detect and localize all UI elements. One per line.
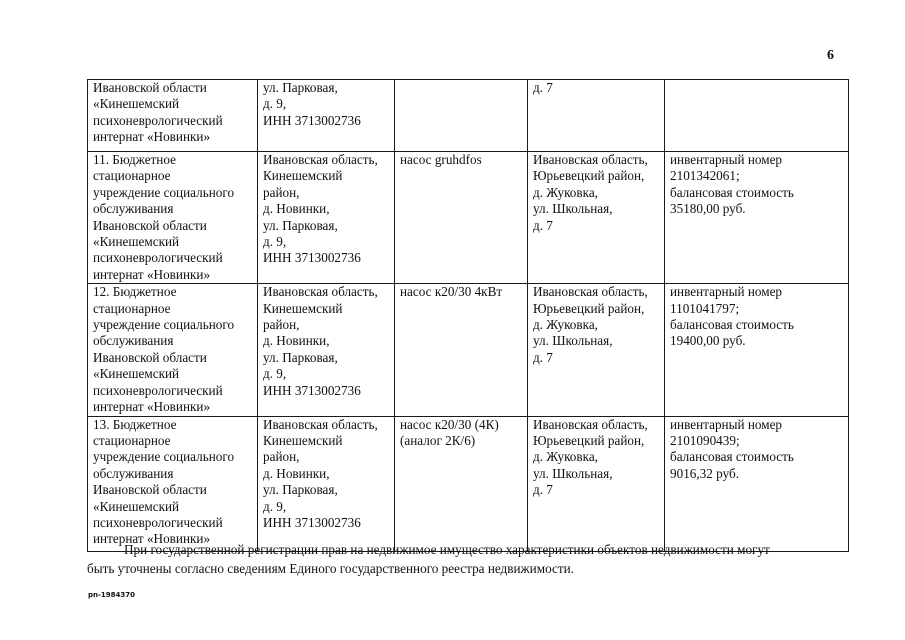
asset-transfer-table: [87, 79, 849, 552]
cell-line: Ивановская область,: [533, 284, 648, 300]
table-row: [88, 152, 849, 284]
cell-line: стационарное: [93, 300, 171, 316]
cell-owner: [88, 284, 258, 416]
cell-line: Кинешемский: [263, 300, 343, 316]
cell-line: д. 7: [533, 349, 553, 365]
table-row: [88, 416, 849, 551]
cell-asset: [395, 284, 528, 416]
cell-line: психоневрологический: [93, 514, 223, 530]
cell-line: 19400,00 руб.: [670, 333, 746, 349]
cell-details: [665, 80, 849, 152]
footer-note-line-1: При государственной регистрации прав на недвижимое имущество характеристики объектов недвижимости могут: [124, 542, 770, 557]
cell-line: насос gruhdfos: [400, 152, 482, 167]
cell-line: ул. Парковая,: [263, 80, 338, 95]
table-row: [88, 80, 849, 152]
cell-line: Юрьевецкий район,: [533, 168, 645, 184]
cell-line: д. 7: [533, 482, 553, 498]
table-row: [88, 284, 849, 416]
cell-details: [665, 416, 849, 551]
cell-line: учреждение социального: [93, 184, 235, 200]
cell-details: [665, 284, 849, 416]
cell-line: Кинешемский: [263, 432, 343, 448]
cell-location: [528, 152, 665, 284]
cell-line: ул. Школьная,: [533, 465, 613, 481]
cell-owner: [88, 80, 258, 152]
cell-line: психоневрологический: [93, 382, 223, 398]
cell-line: насос к20/30 4кВт: [400, 284, 503, 300]
cell-line: «Кинешемский: [93, 96, 180, 112]
document-code: pn-1984370: [88, 591, 135, 599]
cell-line: д. 9,: [263, 96, 287, 112]
footer-note: [87, 540, 852, 578]
cell-line: ИНН 3713002736: [263, 250, 361, 266]
cell-line: (аналог 2К/6): [400, 432, 476, 448]
cell-line: насос к20/30 (4К): [400, 416, 499, 432]
cell-line: обслуживания: [93, 333, 174, 349]
cell-line: психоневрологический: [93, 112, 223, 128]
cell-location: [528, 80, 665, 152]
cell-line: ИНН 3713002736: [263, 382, 361, 398]
cell-line: д. Жуковка,: [533, 449, 598, 465]
cell-location: [528, 284, 665, 416]
cell-line: Ивановской области: [93, 217, 207, 233]
cell-owner-address: [258, 80, 395, 152]
cell-line: д. Жуковка,: [533, 317, 598, 333]
cell-line: 9016,32 руб.: [670, 465, 740, 481]
cell-line: инвентарный номер: [670, 152, 783, 167]
cell-owner-address: [258, 152, 395, 284]
cell-location: [528, 416, 665, 551]
cell-line: 11. Бюджетное: [93, 152, 176, 167]
cell-line: ул. Школьная,: [533, 333, 613, 349]
cell-line: д. Новинки,: [263, 201, 330, 217]
cell-line: Ивановская область,: [533, 152, 648, 167]
cell-line: ИНН 3713002736: [263, 514, 361, 530]
cell-line: обслуживания: [93, 465, 174, 481]
cell-line: Ивановская область,: [263, 152, 378, 167]
cell-line: учреждение социального: [93, 449, 235, 465]
cell-line: балансовая стоимость: [670, 184, 794, 200]
cell-line: «Кинешемский: [93, 234, 180, 250]
cell-line: д. 9,: [263, 498, 287, 514]
cell-line: Ивановской области: [93, 80, 207, 95]
cell-line: Кинешемский: [263, 168, 343, 184]
cell-line: район,: [263, 449, 300, 465]
cell-line: д. 7: [533, 217, 553, 233]
cell-owner-address: [258, 416, 395, 551]
cell-asset: [395, 152, 528, 284]
table-body: [88, 80, 849, 552]
cell-owner-address: [258, 284, 395, 416]
cell-line: район,: [263, 184, 300, 200]
cell-line: интернат «Новинки»: [93, 399, 211, 415]
cell-line: ул. Парковая,: [263, 349, 338, 365]
cell-line: д. Новинки,: [263, 333, 330, 349]
cell-details: [665, 152, 849, 284]
cell-line: психоневрологический: [93, 250, 223, 266]
cell-line: район,: [263, 317, 300, 333]
cell-line: интернат «Новинки»: [93, 129, 211, 145]
cell-line: учреждение социального: [93, 317, 235, 333]
cell-line: балансовая стоимость: [670, 317, 794, 333]
page-number: 6: [827, 48, 834, 63]
cell-line: стационарное: [93, 168, 171, 184]
cell-line: д. 9,: [263, 366, 287, 382]
cell-line: инвентарный номер: [670, 284, 783, 300]
cell-asset: [395, 416, 528, 551]
cell-line: Ивановская область,: [263, 284, 378, 300]
cell-line: 1101041797;: [670, 300, 740, 316]
cell-line: 13. Бюджетное: [93, 416, 177, 432]
cell-owner: [88, 416, 258, 551]
cell-line: д. Новинки,: [263, 465, 330, 481]
cell-line: ул. Школьная,: [533, 201, 613, 217]
cell-line: д. Жуковка,: [533, 184, 598, 200]
cell-line: «Кинешемский: [93, 366, 180, 382]
cell-line: д. 9,: [263, 234, 287, 250]
cell-line: 12. Бюджетное: [93, 284, 177, 300]
cell-line: интернат «Новинки»: [93, 531, 211, 547]
cell-owner: [88, 152, 258, 284]
cell-line: ул. Парковая,: [263, 482, 338, 498]
cell-line: инвентарный номер: [670, 416, 783, 432]
cell-line: Ивановской области: [93, 349, 207, 365]
cell-line: 35180,00 руб.: [670, 201, 746, 217]
cell-line: д. 7: [533, 80, 553, 95]
cell-line: ул. Парковая,: [263, 217, 338, 233]
cell-line: балансовая стоимость: [670, 449, 794, 465]
cell-line: Юрьевецкий район,: [533, 300, 645, 316]
cell-line: Юрьевецкий район,: [533, 432, 645, 448]
cell-line: 2101090439;: [670, 432, 740, 448]
cell-line: ИНН 3713002736: [263, 112, 361, 128]
cell-line: стационарное: [93, 432, 171, 448]
cell-line: интернат «Новинки»: [93, 266, 211, 282]
cell-line: Ивановская область,: [533, 416, 648, 432]
cell-line: 2101342061;: [670, 168, 740, 184]
cell-line: обслуживания: [93, 201, 174, 217]
cell-line: «Кинешемский: [93, 498, 180, 514]
cell-asset: [395, 80, 528, 152]
cell-line: Ивановской области: [93, 482, 207, 498]
footer-note-line-2: быть уточнены согласно сведениям Единого государственного реестра недвижимости.: [87, 561, 574, 576]
cell-line: Ивановская область,: [263, 416, 378, 432]
